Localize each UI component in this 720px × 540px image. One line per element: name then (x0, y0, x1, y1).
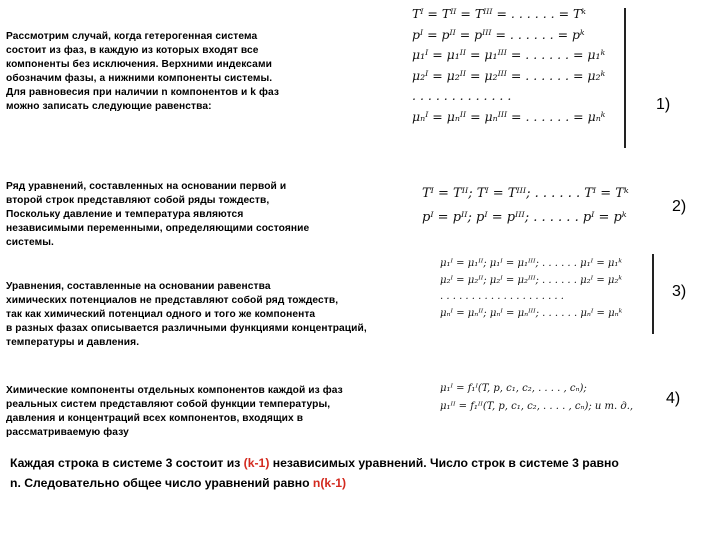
equation-line: pᴵ = pᴵᴵ; pᴵ = pᴵᴵᴵ; . . . . . . pᴵ = pᵏ (422, 210, 627, 225)
equation-number: 4) (666, 390, 681, 407)
equation-system-1 (412, 4, 605, 127)
text-line: можно записать следующие равенства: (6, 101, 212, 112)
text-line: независимыми переменными, определяющими состояние (6, 223, 310, 234)
text-line: так как химический потенциал одного и того же компонента (6, 309, 316, 320)
equation-line: μₙᴵ = μₙᴵᴵ = μₙᴵᴵᴵ = . . . . . . = μₙᵏ (412, 108, 606, 124)
equation-line: Tᴵ = Tᴵᴵ; Tᴵ = Tᴵᴵᴵ; . . . . . . Tᴵ = Tᵏ (422, 186, 629, 201)
text-line: температуры и давления. (6, 337, 140, 348)
text-line: Ряд уравнений, составленных на основании первой и (6, 181, 287, 192)
text-line: рассматриваемую фазу (6, 427, 129, 438)
text-line: Уравнения, составленные на основании равенства (6, 281, 271, 292)
equation-number: 2) (672, 198, 687, 215)
equation-line: pᴵ = pᴵᴵ = pᴵᴵᴵ = . . . . . . = pᵏ (412, 26, 585, 42)
text-line: обозначим фазы, а нижними компоненты системы. (6, 73, 273, 84)
paragraph-chemical-potentials (6, 280, 367, 350)
equation-line: μ₁ᴵ = f₁ᴵ(T, p, c₁, c₂, . . . . , cₙ); (440, 383, 587, 394)
equation-bracket (624, 8, 626, 148)
text-line: Для равновесия при наличии n компонентов и k фаз (6, 87, 280, 98)
paragraph-phases-intro (6, 30, 279, 114)
text-line: в разных фазах описывается различными функциями концентраций, (6, 323, 367, 334)
equation-line: μₙᴵ = μₙᴵᴵ; μₙᴵ = μₙᴵᴵᴵ; . . . . . . μₙᴵ = μₙᵏ (440, 307, 623, 319)
equation-line: . . . . . . . . . . . . . . . . . . . . (440, 291, 564, 302)
equation-line: μ₂ᴵ = μ₂ᴵᴵ; μ₂ᴵ = μ₂ᴵᴵᴵ; . . . . . . μ₂ᴵ = μ₂ᵏ (440, 274, 623, 286)
text-line: Рассмотрим случай, когда гетерогенная система (6, 31, 258, 42)
text-line: второй строк представляют собой ряды тождеств, (6, 195, 270, 206)
summary-text: n. Следовательно общее число уравнений равно (10, 476, 313, 490)
paragraph-identities (6, 180, 309, 250)
equation-system-4 (440, 380, 633, 416)
text-line: Химические компоненты отдельных компонентов каждой из фаз (6, 385, 343, 396)
text-line: химических потенциалов не представляют собой ряд тождеств, (6, 295, 339, 306)
equation-bracket (652, 254, 654, 334)
summary-text: Каждая строка в системе 3 состоит из (10, 456, 244, 470)
text-line: состоит из фаз, в каждую из которых входят все (6, 45, 259, 56)
text-line: Поскольку давление и температура являются (6, 209, 244, 220)
equation-line: μ₁ᴵ = μ₁ᴵᴵ; μ₁ᴵ = μ₁ᴵᴵᴵ; . . . . . . μ₁ᴵ = μ₁ᵏ (440, 258, 623, 269)
equation-system-2 (422, 182, 629, 230)
highlight-k-minus-1: (k-1) (243, 456, 270, 470)
text-line: давления и концентраций всех компонентов, входящих в (6, 413, 304, 424)
text-line: реальных систем представляют собой функции температуры, (6, 399, 331, 410)
summary-line-2 (10, 473, 716, 493)
equation-line: Tᴵ = Tᴵᴵ = Tᴵᴵᴵ = . . . . . . = Tᵏ (412, 6, 586, 21)
equation-line: μ₁ᴵ = μ₁ᴵᴵ = μ₁ᴵᴵᴵ = . . . . . . = μ₁ᵏ (412, 47, 606, 62)
summary-line-1 (10, 453, 716, 473)
paragraph-component-functions (6, 384, 343, 440)
text-line: компоненты без исключения. Верхними индексами (6, 59, 272, 70)
summary-paragraph (10, 453, 716, 493)
equation-line: . . . . . . . . . . . . . (412, 88, 512, 103)
summary-text: независимых уравнений. Число строк в системе 3 равно (269, 456, 619, 470)
equation-number: 1) (656, 96, 671, 113)
text-line: системы. (6, 237, 54, 248)
equation-line: μ₂ᴵ = μ₂ᴵᴵ = μ₂ᴵᴵᴵ = . . . . . . = μ₂ᵏ (412, 67, 606, 83)
equation-number: 3) (672, 283, 687, 300)
equation-line: μ₁ᴵᴵ = f₁ᴵᴵ(T, p, c₁, c₂, . . . . , cₙ); и т. д., (440, 401, 634, 412)
highlight-total-equations: n(k-1) (312, 476, 347, 490)
equation-system-3 (440, 256, 622, 322)
